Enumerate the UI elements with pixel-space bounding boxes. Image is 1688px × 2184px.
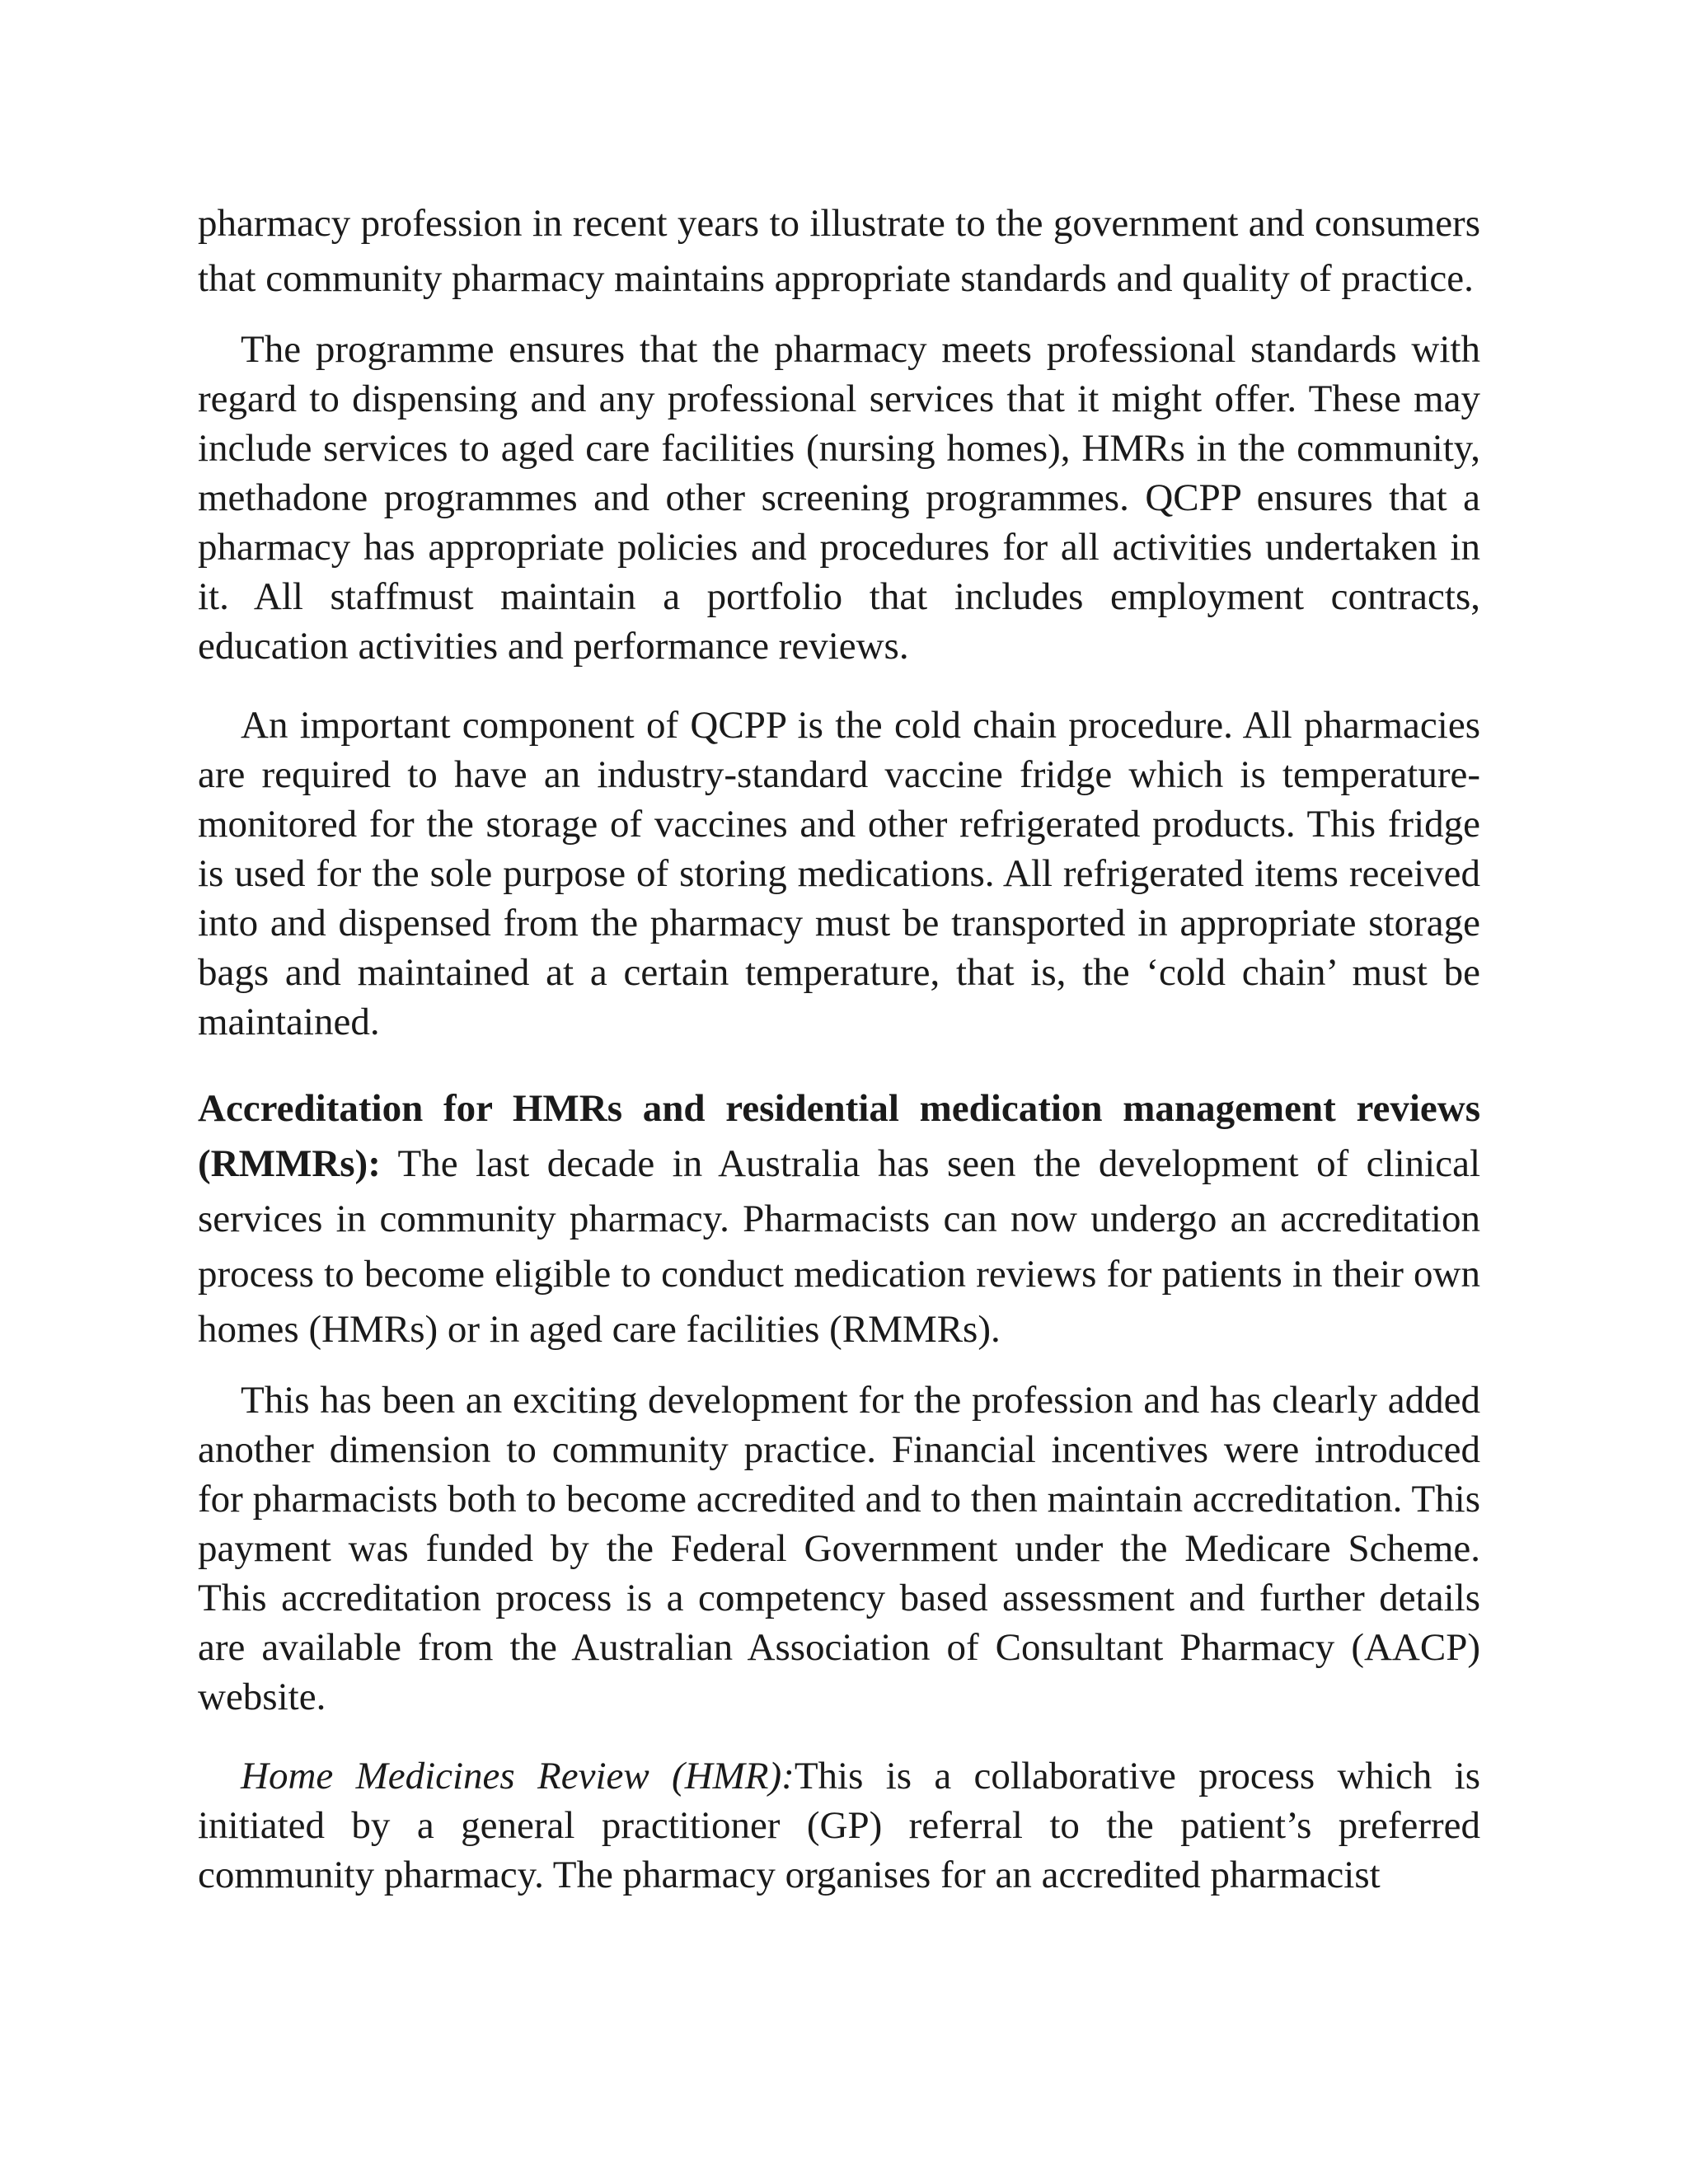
paragraph-intro-continuation: pharmacy profession in recent years to illustrate to the government and consumers that community pharmacy maintains appropriate standards and quality of practice. [198,202,1480,300]
paragraph-accreditation [198,1081,1480,1357]
page-body [198,196,1480,1900]
paragraph-hmr [198,1751,1480,1900]
paragraph-programme-standards: The programme ensures that the pharmacy meets professional standards with regard to dispensing and any professional services that it might offer. These may include services to aged care facilities (nursing homes), HMRs in the community, methadone programmes and other screening programmes. QCPP ensures that a pharmacy has appropriate policies and procedures for all activities undertaken in it. All staffmust maintain a portfolio that includes employment contracts, education activities and performance reviews. [198,328,1480,668]
paragraph-cold-chain: An important component of QCPP is the cold chain procedure. All pharmacies are required to have an industry-standard vaccine fridge which is temperature-monitored for the storage of vaccines and other refrigerated products. This fridge is used for the sole purpose of storing medications. All refrigerated items received into and dispensed from the pharmacy must be transported in appropriate storage bags and maintained at a certain temperature, that is, the ‘cold chain’ must be maintained. [198,704,1480,1043]
accreditation-heading: Accreditation for HMRs and residential medication management reviews (RMMRs): [198,1087,1480,1185]
hmr-heading: Home Medicines Review (HMR): [241,1755,795,1797]
accreditation-body: The last decade in Australia has seen the development of clinical services in community pharmacy. Pharmacists can now undergo an accreditation process to become eligible to conduct medication reviews for patients in their own homes (HMRs) or in aged care facilities (RMMRs). [198,1142,1480,1351]
paragraph-exciting-development: This has been an exciting development for the profession and has clearly added another dimension to community practice. Financial incentives were introduced for pharmacists both to become accredited and to then maintain accreditation. This payment was funded by the Federal Government under the Medicare Scheme. This accreditation process is a competency based assessment and further details are available from the Australian Association of Consultant Pharmacy (AACP) website. [198,1379,1480,1718]
hmr-body: This is a collaborative process which is initiated by a general practitioner (GP) referral to the patient’s preferred community pharmacy. The pharmacy organises for an accredited pharmacist [198,1755,1480,1896]
